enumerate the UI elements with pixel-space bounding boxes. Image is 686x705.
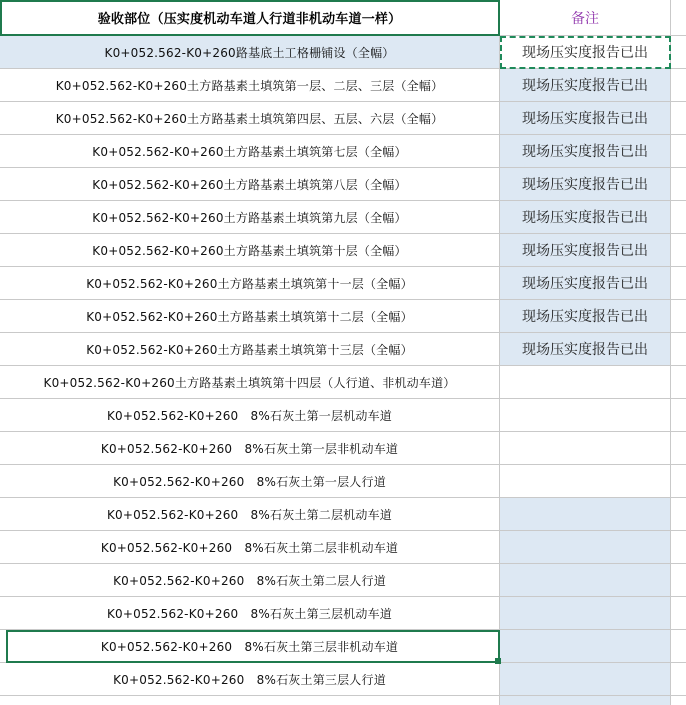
cell-remark[interactable]: 现场压实度报告已出 [500, 300, 671, 332]
cell-location[interactable]: K0+052.562-K0+260土方路基素土填筑第七层（全幅） [0, 135, 500, 167]
cell-location[interactable]: K0+052.562-K0+260 8%石灰土第三层非机动车道 [0, 630, 500, 662]
cell-remark[interactable]: 现场压实度报告已出 [500, 168, 671, 200]
cell-extra[interactable] [671, 696, 686, 705]
cell-remark[interactable]: 现场压实度报告已出 [500, 69, 671, 101]
cell-extra[interactable] [671, 432, 686, 464]
cell-extra[interactable] [671, 366, 686, 398]
table-row [0, 366, 686, 399]
table-row [0, 663, 686, 696]
table-row [0, 300, 686, 333]
cell-extra[interactable] [671, 663, 686, 695]
table-row [0, 696, 686, 705]
cell-remark[interactable] [500, 498, 671, 530]
cell-remark[interactable] [500, 432, 671, 464]
cell-location[interactable]: K0+052.562-K0+260 8%石灰土第一层非机动车道 [0, 432, 500, 464]
cell-location[interactable]: K0+052.562-K0+260土方路基素土填筑第十四层（人行道、非机动车道） [0, 366, 500, 398]
cell-location[interactable]: K0+052.562-K0+260土方路基素土填筑第九层（全幅） [0, 201, 500, 233]
cell-remark[interactable] [500, 630, 671, 662]
cell-location[interactable]: K0+052.562-K0+260土方路基素土填筑第一层、二层、三层（全幅） [0, 69, 500, 101]
table-row [0, 465, 686, 498]
table-row [0, 135, 686, 168]
table-row [0, 168, 686, 201]
table-row [0, 432, 686, 465]
cell-extra[interactable] [671, 531, 686, 563]
cell-remark[interactable] [500, 597, 671, 629]
cell-extra[interactable] [671, 69, 686, 101]
table-row [0, 267, 686, 300]
table-row [0, 597, 686, 630]
table-row [0, 201, 686, 234]
cell-remark[interactable] [500, 564, 671, 596]
header-cell-extra[interactable] [671, 0, 686, 35]
cell-location[interactable]: K0+052.562-K0+260土方路基素土填筑第十二层（全幅） [0, 300, 500, 332]
cell-location[interactable]: K0+052.562-K0+260土方路基素土填筑第四层、五层、六层（全幅） [0, 102, 500, 134]
cell-location[interactable]: K0+052.562-K0+260 8%石灰土第二层非机动车道 [0, 531, 500, 563]
header-cell-remarks[interactable]: 备注 [500, 0, 671, 35]
cell-location[interactable]: K0+052.562-K0+260土方路基素土填筑第八层（全幅） [0, 168, 500, 200]
cell-remark[interactable]: 现场压实度报告已出 [500, 333, 671, 365]
cell-remark[interactable] [500, 399, 671, 431]
cell-extra[interactable] [671, 300, 686, 332]
cell-remark[interactable]: 现场压实度报告已出 [500, 234, 671, 266]
table-row [0, 564, 686, 597]
cell-extra[interactable] [671, 102, 686, 134]
cell-remark[interactable] [500, 696, 671, 705]
cell-extra[interactable] [671, 630, 686, 662]
cell-remark[interactable]: 现场压实度报告已出 [500, 267, 671, 299]
table-row [0, 498, 686, 531]
cell-extra[interactable] [671, 498, 686, 530]
table-row [0, 333, 686, 366]
cell-extra[interactable] [671, 234, 686, 266]
cell-extra[interactable] [671, 201, 686, 233]
cell-extra[interactable] [671, 135, 686, 167]
cell-extra[interactable] [671, 168, 686, 200]
cell-remark[interactable] [500, 366, 671, 398]
cell-remark[interactable] [500, 465, 671, 497]
table-row [0, 399, 686, 432]
cell-extra[interactable] [671, 399, 686, 431]
cell-location[interactable] [0, 696, 500, 705]
cell-extra[interactable] [671, 465, 686, 497]
header-cell-location[interactable]: 验收部位（压实度机动车道人行道非机动车道一样） [0, 0, 500, 35]
cell-location[interactable]: K0+052.562-K0+260土方路基素土填筑第十层（全幅） [0, 234, 500, 266]
table-row [0, 531, 686, 564]
cell-extra[interactable] [671, 267, 686, 299]
cell-remark[interactable]: 现场压实度报告已出 [500, 201, 671, 233]
cell-extra[interactable] [671, 597, 686, 629]
table-row [0, 630, 686, 663]
cell-location[interactable]: K0+052.562-K0+260 8%石灰土第三层人行道 [0, 663, 500, 695]
cell-location[interactable]: K0+052.562-K0+260土方路基素土填筑第十一层（全幅） [0, 267, 500, 299]
cell-location[interactable]: K0+052.562-K0+260 8%石灰土第二层机动车道 [0, 498, 500, 530]
table-row [0, 69, 686, 102]
cell-remark[interactable]: 现场压实度报告已出 [500, 36, 671, 68]
header-row [0, 0, 686, 36]
cell-remark[interactable]: 现场压实度报告已出 [500, 102, 671, 134]
cell-extra[interactable] [671, 564, 686, 596]
cell-extra[interactable] [671, 36, 686, 68]
table-row [0, 102, 686, 135]
cell-remark[interactable] [500, 663, 671, 695]
table-row [0, 234, 686, 267]
table-row [0, 36, 686, 69]
cell-location[interactable]: K0+052.562-K0+260土方路基素土填筑第十三层（全幅） [0, 333, 500, 365]
cell-location[interactable]: K0+052.562-K0+260 8%石灰土第二层人行道 [0, 564, 500, 596]
cell-location[interactable]: K0+052.562-K0+260 8%石灰土第一层机动车道 [0, 399, 500, 431]
cell-remark[interactable] [500, 531, 671, 563]
cell-location[interactable]: K0+052.562-K0+260 8%石灰土第一层人行道 [0, 465, 500, 497]
cell-location[interactable]: K0+052.562-K0+260路基底土工格栅铺设（全幅） [0, 36, 500, 68]
cell-extra[interactable] [671, 333, 686, 365]
cell-remark[interactable]: 现场压实度报告已出 [500, 135, 671, 167]
cell-location[interactable]: K0+052.562-K0+260 8%石灰土第三层机动车道 [0, 597, 500, 629]
